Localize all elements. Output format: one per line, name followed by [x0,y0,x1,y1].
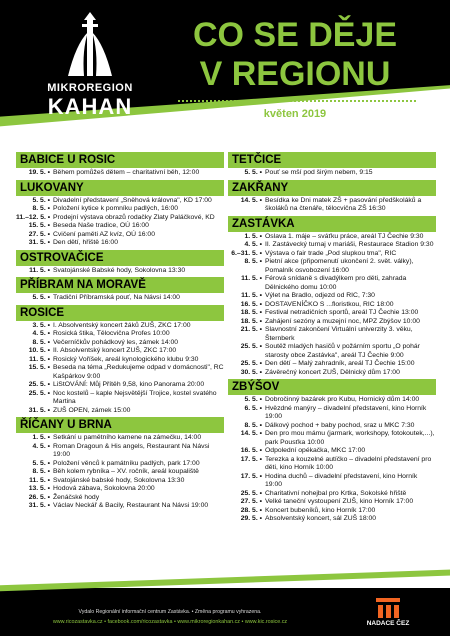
event-date: 3. 5. • [32,321,50,329]
event-item [228,396,436,405]
event-date: 11. 5. • [241,292,262,299]
event-item [16,231,224,240]
event-description: Výstava o fair trade „Pod slupkou tma", RIC [265,249,397,257]
event-date: 8. 5. • [32,468,50,475]
event-date: 21. 5. • [240,326,262,333]
event-date: 11. 5. • [29,476,50,484]
event-date: 13. 5. • [28,485,50,492]
event-date: 17. 5. • [240,472,262,480]
footer-publisher-text: Vydalo Regionální informační centrum Zastávka. • Změna programu vyhrazena. [78,609,262,615]
event-item [16,214,224,223]
event-description: Koncert bubeníků, kino Horník 17:00 [265,506,376,514]
event-item [16,364,224,381]
event-item [228,369,436,378]
section-heading: ROSICE [16,305,224,321]
event-description: Rosická štika, Tělocvična Profes 10:00 [53,330,170,337]
event-date: 11.–12. 5. • [16,213,51,221]
section-heading: ZASTÁVKA [228,216,436,232]
event-item [16,330,224,339]
event-date: 25. 5. • [240,489,262,497]
event-description: Závěrečný koncert ZUŠ, Dělnický dům 17:00 [265,368,400,376]
cez-logo-icon [358,596,418,620]
event-date: 31. 5. • [28,239,50,246]
event-description: Den dětí, hřiště 16:00 [53,239,118,246]
event-description: Den pro mou mámu (jarmark, workshopy, fotokoutek,...), park Pousťka 10:00 [265,430,435,446]
event-date: 25. 5. • [28,389,50,397]
event-item [16,267,224,276]
event-description: Roman Dragoun & His angels, Restaurant Na Návsi 19:00 [53,442,210,458]
event-description: II. Zastávecký turnaj v mariáši, Restaurace Stadion 9:30 [265,241,434,248]
event-description: Festival netradičních sportů, areál TJ Čechie 13:00 [265,309,419,316]
event-description: Dálkový pochod + baby pochod, sraz u MKC 7:30 [265,421,415,429]
event-description: Zahájení sezóny a muzejní noc, MPZ Zbýšov 10:00 [265,317,420,325]
event-item [16,347,224,356]
event-item [228,515,436,524]
event-item [16,222,224,231]
event-description: Pouť se mší pod širým nebem, 9:15 [265,169,373,176]
event-item [228,507,436,516]
section-heading: TETČICE [228,152,436,168]
section-heading: OSTROVAČICE [16,250,224,266]
event-item [16,294,224,303]
event-date: 14. 5. • [240,430,262,437]
event-description: Hodová zábava, Sokolovna 20:00 [53,485,155,492]
event-item [16,468,224,477]
event-date: 6.–31. 5. • [231,249,262,257]
event-description: LiStOVÁNÍ: Můj Přítěh 9,58, kino Panorama 20:00 [53,381,205,388]
event-description: II. Absolventský koncert ZUŠ, ZKC 17:00 [53,347,177,354]
event-description: Svatojánské babské hody, Sokolovna 13:30 [53,476,185,484]
event-date: 1. 5. • [244,232,262,240]
event-description: Hvězdné manýry – divadelní představení, kino Horník 19:00 [265,404,427,420]
event-description: Odpolední opékačka, MKC 17:00 [265,447,366,454]
event-date: 25. 5. • [240,343,262,350]
section-heading: ŘÍČANY U BRNA [16,417,224,433]
event-description: Tradiční Příbramská pouť, Na Návsi 14:00 [53,294,180,301]
event-description: Oslava 1. máje – sváťku práce, areál TJ Čechie 9:30 [265,232,424,240]
event-description: Absolventský koncert, sál ZUŠ 18:00 [265,515,377,522]
event-item [16,322,224,331]
event-description: Noc kostelů – kaple Nejsvětější Trojice, kostel svatého Martina [53,389,217,405]
event-item [16,197,224,206]
event-item [16,390,224,407]
event-item [16,460,224,469]
event-description: Prodejní výstava obrazů rodačky Zlaty Paláčkové, KD [53,213,215,221]
event-date: 30. 5. • [240,368,262,376]
left-column [16,150,224,511]
tower-icon [62,10,118,82]
event-description: Besídka ke Dni matek ZŠ + pasování předškoláků a školáků na čtenáře, tělocvična ZŠ 16:30 [265,196,422,212]
event-item [228,430,436,447]
event-date: 27. 5. • [240,498,262,505]
event-item [16,169,224,178]
event-date: 18. 5. • [240,309,262,316]
event-item [228,169,436,178]
event-item [228,258,436,275]
event-item [228,473,436,490]
event-date: 31. 5. • [28,406,50,414]
event-date: 15. 5. • [28,364,50,371]
event-description: Pietní akce (připomenutí ukončení 2. svět. války), Pomalník osvobození 16:00 [265,258,414,274]
event-description: Rosický Voříšek, areál kynologického klubu 9:30 [53,355,199,363]
event-item [228,498,436,507]
section-heading: BABICE U ROSIC [16,152,224,168]
event-item [16,356,224,365]
event-date: 14. 5. • [240,196,262,204]
event-date: 26. 5. • [28,493,50,501]
event-description: Cvičení paměti AZ kvíz, OÚ 16:00 [53,230,155,238]
event-date: 15. 5. • [28,222,50,229]
event-description: Položení věnců k památníku padlých, park 17:00 [53,459,200,467]
event-date: 25. 5. • [28,381,50,388]
event-description: Dobročinný bazárek pro Kubu, Hornický dům 14:00 [265,396,420,403]
event-date: 10. 5. • [28,347,50,354]
right-column [228,150,436,524]
page-title [170,16,420,94]
event-item [228,447,436,456]
event-item [228,405,436,422]
event-item [228,318,436,327]
event-description: Beseda na téma „Redukujeme odpad v domácnosti", RC Kašpárkov 9:00 [53,364,224,380]
event-item [16,205,224,214]
event-date: 1. 5. • [32,434,50,441]
event-description: Běh kolem rybníka – XV. ročník, areál koupaliště [53,468,199,475]
event-item [228,197,436,214]
event-date: 11. 5. • [29,355,50,363]
event-date: 5. 5. • [32,294,50,301]
event-description: Během pomůžeš dětem – charitativní běh, 12:00 [53,169,200,176]
event-item [228,241,436,250]
event-date: 4. 5. • [32,442,50,450]
event-description: Slavnostní zakončení Virtuální univerzity 3. věku, Šternberk [265,326,413,342]
event-date: 16. 5. • [240,300,262,308]
event-item [228,456,436,473]
section-heading: ZBÝŠOV [228,379,436,395]
event-date: 17. 5. • [240,455,262,463]
event-item [228,275,436,292]
header-banner [0,0,450,146]
event-description: Divadelní představení „Sněhová královna", KD 17:00 [53,196,212,204]
event-item [16,381,224,390]
event-description: Večerníčkův pohádkový les, zámek 14:00 [53,338,179,346]
event-date: 27. 5. • [28,230,50,238]
mikroregion-logo [40,10,140,120]
event-description: DOSTAVENÍČKO S ...floristkou, RIC 18:00 [265,300,394,308]
event-description: Ženáčské hody [53,493,100,501]
event-date: 19. 5. • [28,169,50,176]
event-date: 5. 5. • [32,459,50,467]
event-description: Svatojánské Babské hody, Sokolovna 13:30 [53,266,186,274]
event-date: 31. 5. • [28,502,50,509]
event-date: 4. 5. • [32,330,50,337]
event-date: 8. 5. • [32,205,50,212]
event-item [16,443,224,460]
section-heading: ZAKŘANY [228,180,436,196]
event-item [16,434,224,443]
section-heading: PŘÍBRAM NA MORAVĚ [16,277,224,293]
section-heading: LUKOVANY [16,180,224,196]
event-date: 25. 5. • [240,360,262,367]
event-date: 8. 5. • [244,258,262,265]
event-description: Beseda Naše tradice, OÚ 16:00 [53,222,149,229]
event-item [228,343,436,360]
event-description: Výlet na Bradlo, odjezd od RIC, 7:30 [265,292,375,299]
event-date: 5. 5. • [244,169,262,176]
event-description: Soutěž mladých hasičů v požárním sportu „O pohár starosty obce Zastávka", areál TJ Čechie 9:00 [265,343,420,359]
title-line-1: CO SE DĚJE [192,16,398,54]
logo-kahan-text: KAHAN [47,94,133,119]
event-date: 11. 5. • [29,266,50,274]
event-description: Charitativní nohejbal pro Krtka, Sokolské hřiště [265,489,407,497]
event-item [16,339,224,348]
event-item [16,494,224,503]
event-item [228,309,436,318]
event-date: 28. 5. • [240,506,262,514]
footer-websites-text: www.ricozastavka.cz • facebook.com/ricozastavka • www.mikroregionkahan.cz • www.kic.rosice.cz [52,619,288,625]
event-item [228,301,436,310]
event-item [16,239,224,248]
event-description: Položení kytice k pomníku padlých, 16:00 [53,205,179,212]
logo-region-text: MIKROREGION [47,82,133,94]
dotted-divider [178,100,416,102]
event-description: Férová snídaně s divadýlkem pro děti, zahrada Dělnického domu 10:00 [265,275,407,291]
event-item [228,250,436,259]
event-description: Setkání u pamětního kamene na zámečku, 14:00 [53,434,202,441]
cez-foundation-logo [358,596,418,632]
event-item [228,422,436,431]
event-description: Václav Neckář & Bacily, Restaurant Na Návsi 19:00 [53,502,209,509]
event-date: 5. 5. • [244,396,262,403]
event-item [228,360,436,369]
event-item [16,502,224,511]
event-item [16,477,224,486]
event-item [228,233,436,242]
event-description: Den dětí – Malý zahradník, areál TJ Čechie 15:00 [265,360,415,367]
event-item [228,292,436,301]
event-item [228,490,436,499]
event-date: 11. 5. • [241,275,262,282]
month-label: květen 2019 [263,108,327,120]
event-date: 16. 5. • [240,447,262,454]
event-description: Velké taneční vystoupení ZUŠ, kino Horník 17:00 [265,498,414,505]
event-date: 5. 5. • [32,196,50,204]
event-date: 6. 5. • [244,404,262,412]
event-date: 18. 5. • [240,317,262,325]
event-date: 8. 5. • [244,421,262,429]
event-description: Hodina duchů – divadelní představení, kino Horník 19:00 [265,472,418,488]
event-item [16,485,224,494]
event-item [16,407,224,416]
event-description: I. Absolventský koncert žáků ZUŠ, ZKC 17:00 [53,321,191,329]
event-description: Terezka a kouzelné autíčko – divadelní představení pro děti, kino Horník 10:00 [265,455,432,471]
event-date: 4. 5. • [244,241,262,248]
event-date: 8. 5. • [32,338,50,346]
title-line-2: V REGIONU [199,55,391,93]
event-item [228,326,436,343]
event-description: ZUŠ OPEN, zámek 15:00 [53,406,131,414]
cez-label: NADACE ČEZ [366,620,410,627]
event-date: 29. 5. • [240,515,262,522]
